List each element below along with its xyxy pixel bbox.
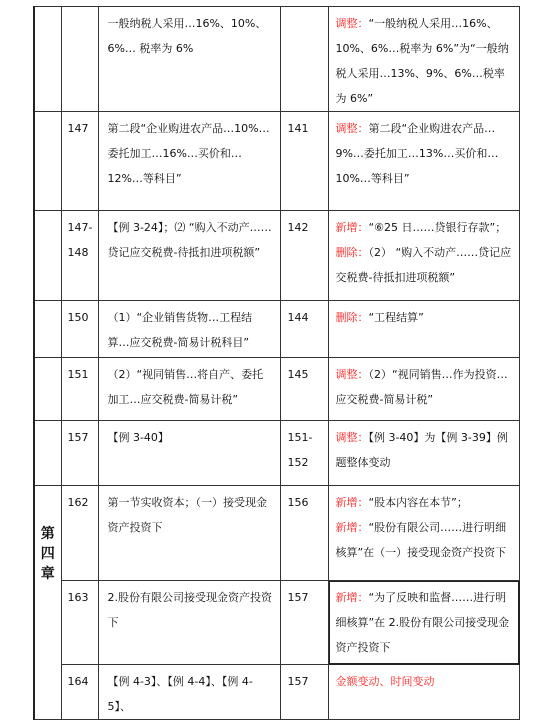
change-label: 删除： bbox=[335, 246, 369, 259]
chapter-cell bbox=[34, 301, 61, 358]
new-page-cell: 156 bbox=[281, 486, 329, 581]
change-label: 调整： bbox=[335, 368, 369, 381]
old-text-cell: 2.股份有限公司接受现金资产投资下 bbox=[99, 581, 281, 665]
old-page-cell: 162 bbox=[61, 486, 99, 581]
change-text: “股份有限公司……进行明细核算”在（一）接受现金资产投资下 bbox=[335, 521, 507, 559]
change-table bbox=[33, 6, 520, 720]
old-page-cell: 150 bbox=[61, 301, 99, 358]
change-label: 新增： bbox=[335, 496, 369, 509]
chapter-label bbox=[35, 524, 61, 584]
change-text: 【例 3-40】为【例 3-39】例题整体变动 bbox=[335, 431, 508, 469]
change-cell bbox=[329, 112, 520, 211]
table-row bbox=[34, 421, 520, 486]
old-page-cell: 147-148 bbox=[61, 211, 99, 301]
new-page-cell: 142 bbox=[281, 211, 329, 301]
chapter-cell bbox=[34, 486, 61, 720]
new-page-cell: 157 bbox=[281, 665, 329, 720]
change-entry bbox=[335, 515, 511, 565]
old-text-cell: 【例 3-40】 bbox=[99, 421, 281, 486]
change-text: （2） “购入不动产……贷记应交税费-待抵扣进项税额” bbox=[335, 246, 512, 284]
chapter-char: 四 bbox=[40, 546, 55, 562]
chapter-cell bbox=[34, 358, 61, 421]
table-row bbox=[34, 665, 520, 720]
new-page-cell: 157 bbox=[281, 581, 329, 665]
change-cell bbox=[329, 665, 520, 720]
change-text: 第二段“企业购进农产品…9%…委托加工…13%…买价和…10%…等科目” bbox=[335, 122, 499, 185]
old-page-cell: 151 bbox=[61, 358, 99, 421]
new-page-cell bbox=[281, 7, 329, 112]
change-text: “为了反映和监督……进行明细核算”在 2.股份有限公司接受现金资产投资下 bbox=[335, 591, 510, 654]
change-label: 调整： bbox=[335, 17, 369, 30]
change-label: 删除： bbox=[335, 311, 369, 324]
change-cell bbox=[329, 421, 520, 486]
chapter-cell bbox=[34, 211, 61, 301]
old-text-cell: 第一节实收资本；（一）接受现金资产投资下 bbox=[99, 486, 281, 581]
change-text: “⑥25 日……贷银行存款”； bbox=[368, 221, 507, 234]
new-page-cell: 151-152 bbox=[281, 421, 329, 486]
table-row bbox=[34, 211, 520, 301]
chapter-cell bbox=[34, 7, 61, 112]
change-label: 调整： bbox=[335, 431, 369, 444]
change-cell bbox=[329, 211, 520, 301]
change-cell bbox=[329, 486, 520, 581]
change-cell bbox=[329, 301, 520, 358]
change-entry bbox=[335, 490, 511, 515]
change-label: 调整： bbox=[335, 122, 369, 135]
change-text: （2）“视同销售…作为投资…应交税费-简易计税” bbox=[335, 368, 508, 406]
change-cell bbox=[329, 358, 520, 421]
old-page-cell bbox=[61, 7, 99, 112]
table-row bbox=[34, 7, 520, 112]
change-cell bbox=[329, 7, 520, 112]
old-page-cell: 163 bbox=[61, 581, 99, 665]
change-text: “一般纳税人采用…16%、10%、6%…税率为 6%”为“一般纳税人采用…13%、9%、6%…税率为 6%” bbox=[335, 17, 509, 105]
change-label: 新增： bbox=[335, 221, 369, 234]
change-label: 新增： bbox=[335, 591, 369, 604]
chapter-char: 第 bbox=[40, 526, 55, 542]
new-page-cell: 141 bbox=[281, 112, 329, 211]
old-text-cell: 一般纳税人采用…16%、10%、6%… 税率为 6% bbox=[99, 7, 281, 112]
change-text: “股本内容在本节”； bbox=[368, 496, 468, 509]
table-row bbox=[34, 112, 520, 211]
table-row bbox=[34, 301, 520, 358]
change-entry bbox=[335, 215, 511, 240]
old-page-cell: 164 bbox=[61, 665, 99, 720]
new-page-cell: 145 bbox=[281, 358, 329, 421]
new-page-cell: 144 bbox=[281, 301, 329, 358]
change-entry bbox=[335, 240, 511, 290]
change-text: “工程结算” bbox=[368, 311, 424, 324]
chapter-cell bbox=[34, 421, 61, 486]
old-text-cell: （1）“企业销售货物…工程结算…应交税费-简易计税科目” bbox=[99, 301, 281, 358]
old-text-cell: 【例 4-3】、【例 4-4】、【例 4-5】、 bbox=[99, 665, 281, 720]
old-text-cell: 第二段“企业购进农产品…10%…委托加工…16%…买价和…12%…等科目” bbox=[99, 112, 281, 211]
chapter-cell bbox=[34, 112, 61, 211]
table-row bbox=[34, 486, 520, 581]
change-label: 新增： bbox=[335, 521, 369, 534]
old-text-cell: 【例 3-24】；⑵ “购入不动产……贷记应交税费-待抵扣进项税额” bbox=[99, 211, 281, 301]
table-row bbox=[34, 358, 520, 421]
table-row bbox=[34, 581, 520, 665]
old-page-cell: 157 bbox=[61, 421, 99, 486]
chapter-char: 章 bbox=[40, 566, 55, 582]
change-label: 金额变动、时间变动 bbox=[335, 675, 435, 688]
old-page-cell: 147 bbox=[61, 112, 99, 211]
change-cell bbox=[329, 581, 520, 665]
old-text-cell: （2）“视同销售…将自产、委托加工…应交税费-简易计税” bbox=[99, 358, 281, 421]
